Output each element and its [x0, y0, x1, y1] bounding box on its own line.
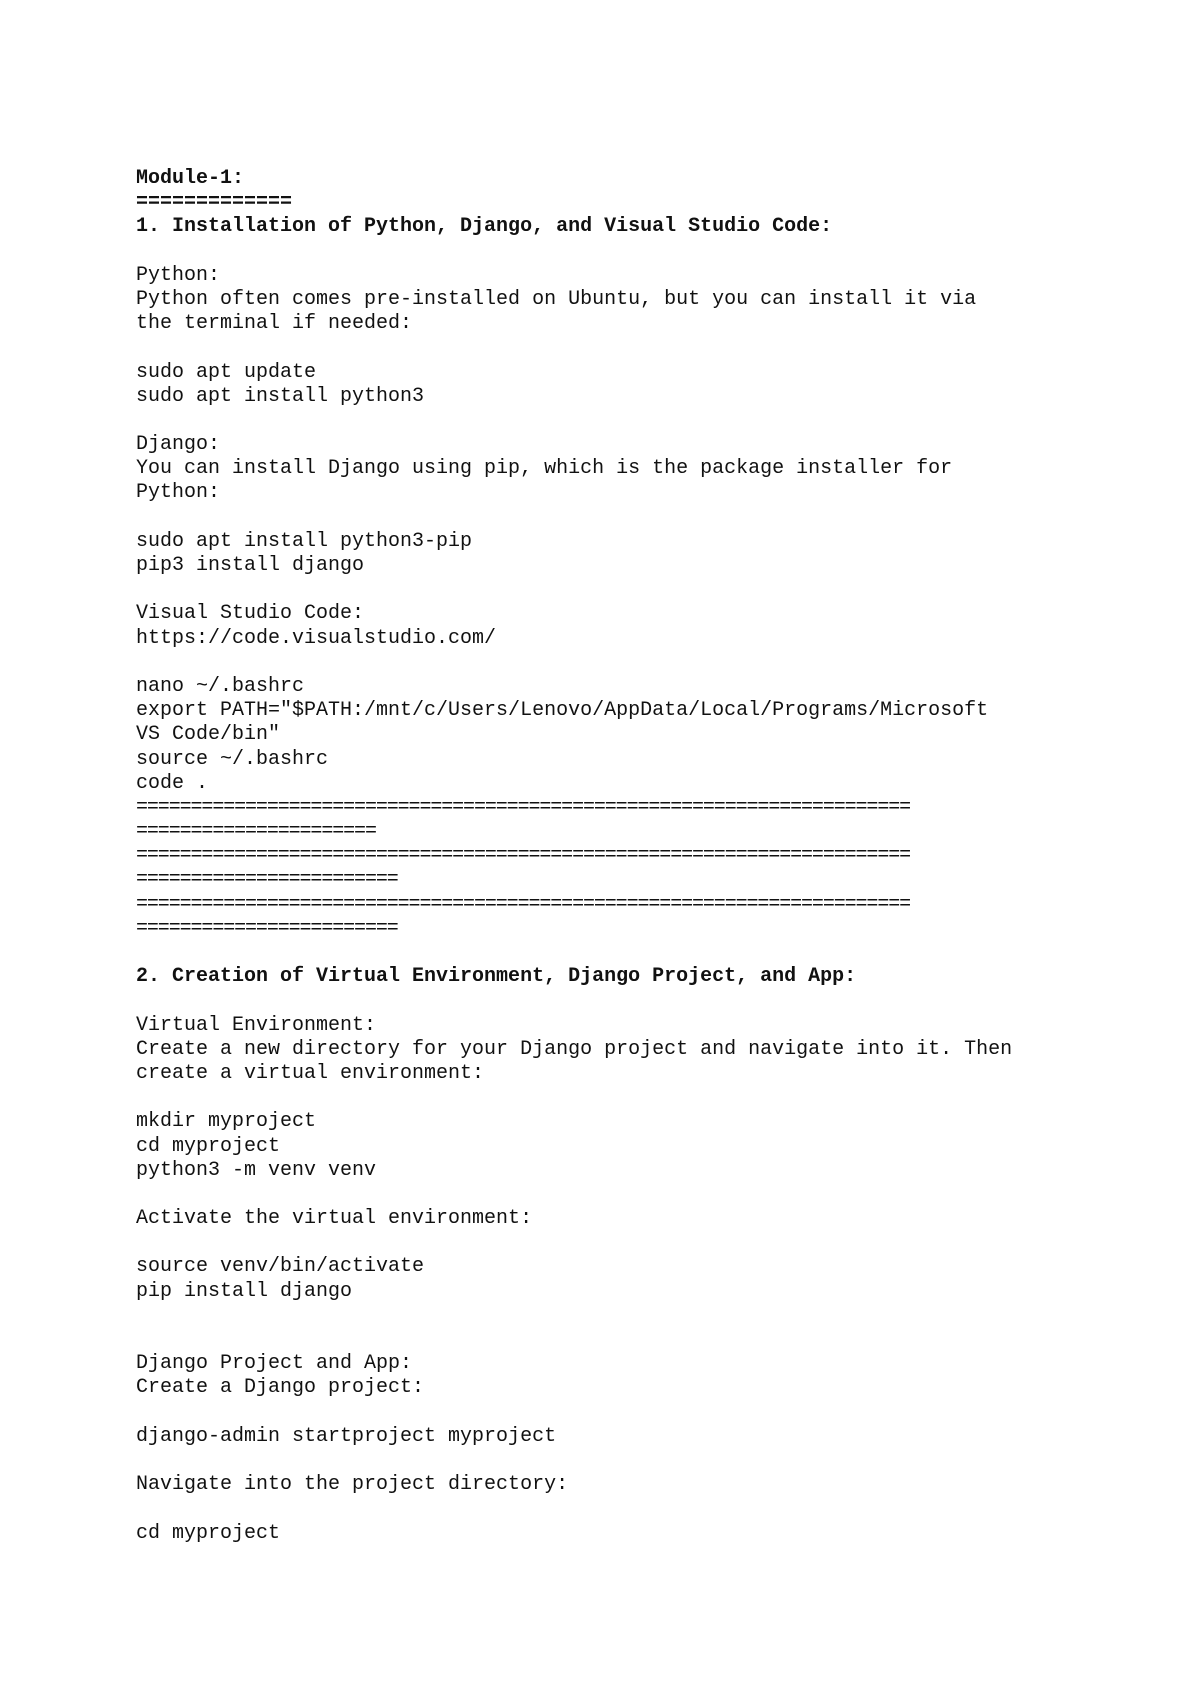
- blank-line: [136, 506, 1136, 530]
- text-line: Create a new directory for your Django project and navigate into it. Then: [136, 1037, 1013, 1061]
- text-line: You can install Django using pip, which is the package installer for: [136, 457, 953, 481]
- separator-rule: ========================: [136, 916, 398, 940]
- text-line: Python:: [136, 263, 221, 287]
- separator-rule: =======================================================================: [136, 844, 911, 868]
- text-line: Navigate into the project directory:: [136, 1473, 569, 1497]
- text-line: Visual Studio Code:: [136, 602, 365, 626]
- text-line: the terminal if needed:: [136, 312, 413, 336]
- blank-line: [136, 1401, 1136, 1425]
- text-line: Python often comes pre-installed on Ubuntu, but you can install it via: [136, 287, 977, 311]
- heading-line: Module-1:: [136, 167, 245, 190]
- text-line: sudo apt update: [136, 360, 317, 384]
- text-line: pip3 install django: [136, 554, 365, 577]
- text-line: source ~/.bashrc: [136, 747, 329, 771]
- text-line: cd myproject: [136, 1521, 281, 1545]
- text-line: django-admin startproject myproject: [136, 1424, 557, 1448]
- separator-rule: =======================================================================: [136, 795, 911, 819]
- blank-line: [136, 1183, 1136, 1207]
- blank-line: [136, 1304, 1136, 1328]
- separator-rule: ======================: [136, 820, 376, 844]
- text-line: code .: [136, 771, 209, 795]
- separator-rule: ========================: [136, 868, 398, 892]
- text-line: sudo apt install python3-pip: [136, 529, 473, 553]
- text-line: https://code.visualstudio.com/: [136, 626, 497, 650]
- blank-line: [136, 1231, 1136, 1255]
- blank-line: [136, 336, 1136, 360]
- text-line: Activate the virtual environment:: [136, 1207, 533, 1231]
- text-line: cd myproject: [136, 1134, 281, 1158]
- text-line: nano ~/.bashrc: [136, 674, 305, 698]
- text-line: sudo apt install python3: [136, 384, 425, 408]
- text-line: Virtual Environment:: [136, 1013, 377, 1037]
- blank-line: [136, 240, 1136, 264]
- heading-line: =============: [136, 191, 293, 215]
- blank-line: [136, 1328, 1136, 1352]
- blank-line: [136, 1497, 1136, 1521]
- text-line: Django:: [136, 433, 221, 457]
- text-line: Python:: [136, 481, 221, 505]
- blank-line: [136, 941, 1136, 965]
- separator-rule: =======================================================================: [136, 892, 911, 916]
- text-line: python3 -m venv venv: [136, 1158, 377, 1182]
- heading-line: 1. Installation of Python, Django, and Visual Studio Code:: [136, 215, 833, 239]
- document-page: [136, 167, 1136, 1546]
- blank-line: [136, 651, 1136, 675]
- blank-line: [136, 409, 1136, 433]
- text-line: source venv/bin/activate: [136, 1255, 425, 1279]
- blank-line: [136, 989, 1136, 1013]
- text-line: Django Project and App:: [136, 1352, 413, 1376]
- text-line: mkdir myproject: [136, 1110, 317, 1134]
- blank-line: [136, 1449, 1136, 1473]
- blank-line: [136, 578, 1136, 602]
- heading-line: 2. Creation of Virtual Environment, Django Project, and App:: [136, 965, 857, 989]
- text-line: export PATH="$PATH:/mnt/c/Users/Lenovo/AppData/Local/Programs/Microsoft: [136, 699, 989, 723]
- text-line: VS Code/bin": [136, 723, 281, 747]
- text-line: Create a Django project:: [136, 1376, 425, 1400]
- text-line: create a virtual environment:: [136, 1061, 485, 1085]
- blank-line: [136, 1086, 1136, 1110]
- text-line: pip install django: [136, 1279, 353, 1303]
